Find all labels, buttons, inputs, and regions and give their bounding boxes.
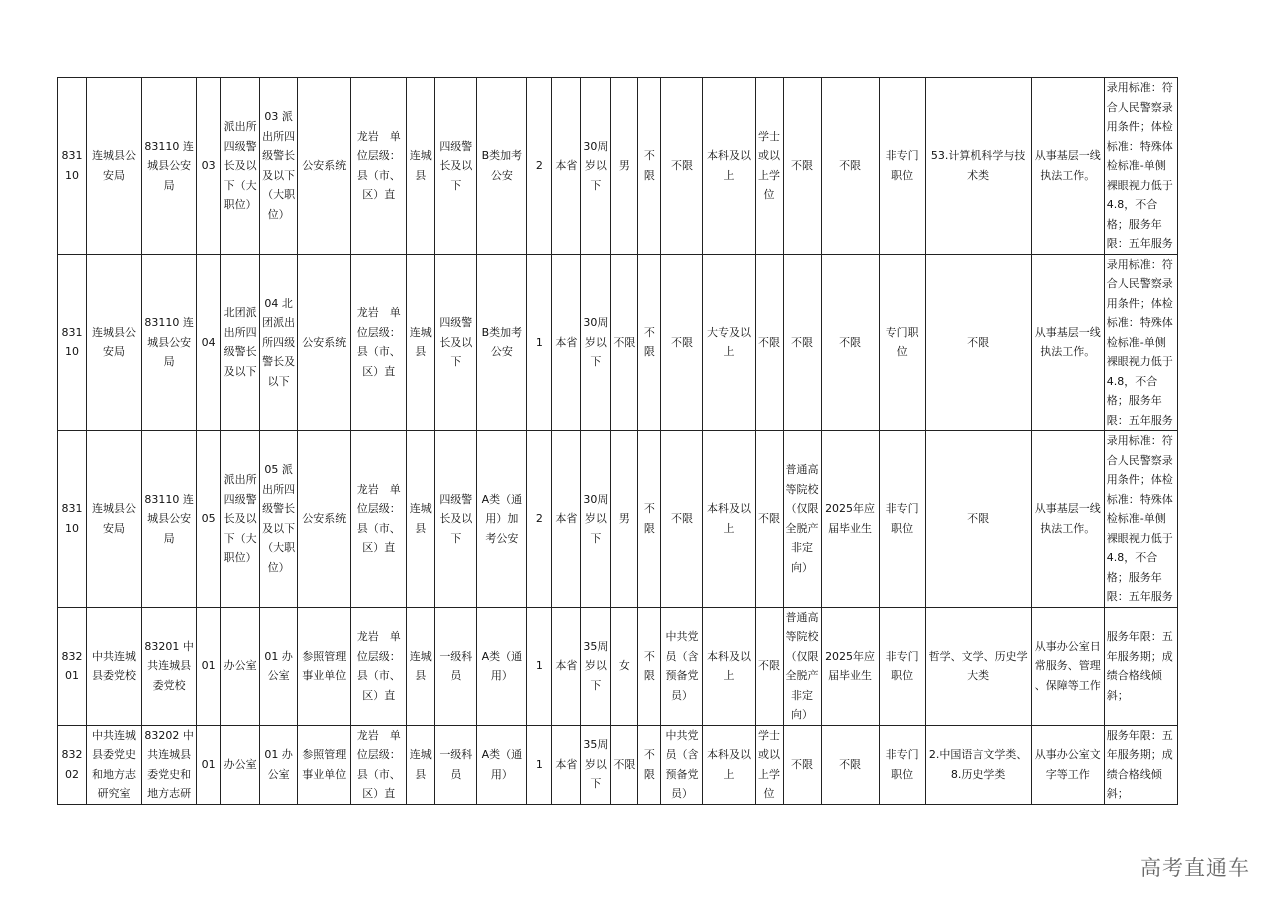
- post-code-cell: 03: [197, 78, 221, 255]
- post-full-name-cell: 05 派 出所四 级警长 及以下 （大职 位）: [260, 431, 298, 608]
- post-rank-cell: 四级警 长及以 下: [435, 254, 477, 431]
- remarks-cell: 录用标准：符 合人民警察录 用条件；体检 标准：特殊体 检标准-单侧 裸眼视力低于 4.8，不合 格；服务年 限：五年服务: [1104, 431, 1177, 608]
- political-status-cell: 不限: [661, 431, 703, 608]
- post-rank-cell: 一级科 员: [435, 607, 477, 725]
- age-limit-cell: 30周 岁以 下: [581, 254, 611, 431]
- post-category-cell: 参照管理 事业单位: [298, 725, 351, 804]
- remarks-cell: 服务年限：五 年服务期；成 绩合格线倾 斜；: [1104, 607, 1177, 725]
- post-code-cell: 01: [197, 725, 221, 804]
- degree-cell: 不限: [755, 254, 783, 431]
- post-nature-cell: 非专门 职位: [879, 725, 925, 804]
- post-full-name-cell: 04 北 团派出 所四级 警长及 以下: [260, 254, 298, 431]
- post-rank-cell: 一级科 员: [435, 725, 477, 804]
- major-cell: 53.计算机科学与技 术类: [925, 78, 1031, 255]
- gender-cell: 男: [611, 78, 638, 255]
- school-type-cell: 普通高 等院校 （仅限 全脱产 非定 向）: [783, 607, 821, 725]
- unit-name-cell: 连城县公 安局: [87, 78, 142, 255]
- education-cell: 本科及以 上: [703, 78, 755, 255]
- unit-name-cell: 中共连城 县委党校: [87, 607, 142, 725]
- age-limit-cell: 35周 岁以 下: [581, 725, 611, 804]
- unit-code-cell: 832 02: [58, 725, 87, 804]
- hire-count-cell: 2: [527, 431, 552, 608]
- gender-cell: 不限: [611, 254, 638, 431]
- post-name-cell: 派出所 四级警 长及以 下（大 职位）: [221, 78, 260, 255]
- household-scope-cell: 本省: [552, 431, 581, 608]
- post-rank-cell: 四级警 长及以 下: [435, 78, 477, 255]
- employer-cell: 83110 连 城县公安 局: [142, 78, 197, 255]
- unit-level-cell: 龙岩 单 位层级： 县（市、 区）直: [351, 254, 407, 431]
- major-cell: 不限: [925, 254, 1031, 431]
- work-location-cell: 连城 县: [407, 78, 435, 255]
- unit-level-cell: 龙岩 单 位层级： 县（市、 区）直: [351, 725, 407, 804]
- post-name-cell: 北团派 出所四 级警长 及以下: [221, 254, 260, 431]
- exam-type-cell: A类（通 用）加 考公安: [477, 431, 527, 608]
- exam-type-cell: B类加考 公安: [477, 254, 527, 431]
- political-status-cell: 不限: [661, 254, 703, 431]
- household-scope-cell: 本省: [552, 725, 581, 804]
- hire-count-cell: 1: [527, 725, 552, 804]
- table-row: [58, 725, 1178, 804]
- unit-code-cell: 831 10: [58, 78, 87, 255]
- job-description-cell: 从事办公室日 常服务、管理 、保障等工作: [1031, 607, 1104, 725]
- table-row: [58, 607, 1178, 725]
- post-category-cell: 公安系统: [298, 78, 351, 255]
- work-location-cell: 连城 县: [407, 254, 435, 431]
- school-type-cell: 不限: [783, 725, 821, 804]
- exam-type-cell: A类（通 用）: [477, 607, 527, 725]
- unit-code-cell: 831 10: [58, 254, 87, 431]
- job-description-cell: 从事办公室文 字等工作: [1031, 725, 1104, 804]
- exam-type-cell: B类加考 公安: [477, 78, 527, 255]
- post-name-cell: 派出所 四级警 长及以 下（大 职位）: [221, 431, 260, 608]
- unit-name-cell: 连城县公 安局: [87, 254, 142, 431]
- education-cell: 本科及以 上: [703, 607, 755, 725]
- candidate-source-cell: 不限: [821, 78, 879, 255]
- post-full-name-cell: 03 派 出所四 级警长 及以下 （大职 位）: [260, 78, 298, 255]
- household-scope-cell: 本省: [552, 78, 581, 255]
- post-category-cell: 公安系统: [298, 431, 351, 608]
- major-cell: 不限: [925, 431, 1031, 608]
- post-full-name-cell: 01 办 公室: [260, 607, 298, 725]
- school-type-cell: 普通高 等院校 （仅限 全脱产 非定 向）: [783, 431, 821, 608]
- gender-cell: 不限: [611, 725, 638, 804]
- post-name-cell: 办公室: [221, 725, 260, 804]
- age-limit-cell: 30周 岁以 下: [581, 431, 611, 608]
- major-cell: 2.中国语言文学类、 8.历史学类: [925, 725, 1031, 804]
- work-location-cell: 连城 县: [407, 607, 435, 725]
- hire-count-cell: 2: [527, 78, 552, 255]
- table-row: [58, 431, 1178, 608]
- remarks-cell: 服务年限：五 年服务期；成 绩合格线倾 斜；: [1104, 725, 1177, 804]
- school-type-cell: 不限: [783, 78, 821, 255]
- major-cell: 哲学、文学、历史学 大类: [925, 607, 1031, 725]
- work-location-cell: 连城 县: [407, 725, 435, 804]
- unit-level-cell: 龙岩 单 位层级： 县（市、 区）直: [351, 431, 407, 608]
- hire-count-cell: 1: [527, 607, 552, 725]
- employer-cell: 83201 中 共连城县 委党校: [142, 607, 197, 725]
- unit-code-cell: 831 10: [58, 431, 87, 608]
- unit-code-cell: 832 01: [58, 607, 87, 725]
- remarks-cell: 录用标准：符 合人民警察录 用条件；体检 标准：特殊体 检标准-单侧 裸眼视力低于 4.8，不合 格；服务年 限：五年服务: [1104, 78, 1177, 255]
- household-scope-cell: 本省: [552, 607, 581, 725]
- job-description-cell: 从事基层一线 执法工作。: [1031, 254, 1104, 431]
- post-nature-cell: 专门职 位: [879, 254, 925, 431]
- candidate-source-cell: 2025年应 届毕业生: [821, 607, 879, 725]
- post-code-cell: 04: [197, 254, 221, 431]
- watermark: 高考直通车: [1140, 856, 1250, 880]
- age-limit-cell: 35周 岁以 下: [581, 607, 611, 725]
- gender-cell: 女: [611, 607, 638, 725]
- employer-cell: 83202 中 共连城县 委党史和 地方志研: [142, 725, 197, 804]
- remarks-cell: 录用标准：符 合人民警察录 用条件；体检 标准：特殊体 检标准-单侧 裸眼视力低于 4.8，不合 格；服务年 限：五年服务: [1104, 254, 1177, 431]
- political-status-cell: 不限: [661, 78, 703, 255]
- post-name-cell: 办公室: [221, 607, 260, 725]
- post-full-name-cell: 01 办 公室: [260, 725, 298, 804]
- age-limit-cell: 30周 岁以 下: [581, 78, 611, 255]
- ethnicity-cell: 不 限: [638, 607, 661, 725]
- job-description-cell: 从事基层一线 执法工作。: [1031, 78, 1104, 255]
- education-cell: 大专及以 上: [703, 254, 755, 431]
- hire-count-cell: 1: [527, 254, 552, 431]
- work-location-cell: 连城 县: [407, 431, 435, 608]
- gender-cell: 男: [611, 431, 638, 608]
- political-status-cell: 中共党 员（含 预备党 员）: [661, 607, 703, 725]
- recruitment-table: [57, 77, 1178, 805]
- unit-level-cell: 龙岩 单 位层级： 县（市、 区）直: [351, 78, 407, 255]
- ethnicity-cell: 不 限: [638, 431, 661, 608]
- ethnicity-cell: 不 限: [638, 725, 661, 804]
- post-nature-cell: 非专门 职位: [879, 431, 925, 608]
- post-nature-cell: 非专门 职位: [879, 607, 925, 725]
- candidate-source-cell: 不限: [821, 725, 879, 804]
- post-nature-cell: 非专门 职位: [879, 78, 925, 255]
- post-category-cell: 公安系统: [298, 254, 351, 431]
- school-type-cell: 不限: [783, 254, 821, 431]
- unit-name-cell: 连城县公 安局: [87, 431, 142, 608]
- degree-cell: 学士 或以 上学 位: [755, 78, 783, 255]
- table-body: [58, 78, 1178, 805]
- unit-level-cell: 龙岩 单 位层级： 县（市、 区）直: [351, 607, 407, 725]
- household-scope-cell: 本省: [552, 254, 581, 431]
- post-code-cell: 01: [197, 607, 221, 725]
- candidate-source-cell: 2025年应 届毕业生: [821, 431, 879, 608]
- education-cell: 本科及以 上: [703, 725, 755, 804]
- education-cell: 本科及以 上: [703, 431, 755, 608]
- political-status-cell: 中共党 员（含 预备党 员）: [661, 725, 703, 804]
- unit-name-cell: 中共连城 县委党史 和地方志 研究室: [87, 725, 142, 804]
- employer-cell: 83110 连 城县公安 局: [142, 254, 197, 431]
- post-rank-cell: 四级警 长及以 下: [435, 431, 477, 608]
- ethnicity-cell: 不 限: [638, 254, 661, 431]
- degree-cell: 学士 或以 上学 位: [755, 725, 783, 804]
- table-row: [58, 78, 1178, 255]
- exam-type-cell: A类（通 用）: [477, 725, 527, 804]
- degree-cell: 不限: [755, 431, 783, 608]
- employer-cell: 83110 连 城县公安 局: [142, 431, 197, 608]
- degree-cell: 不限: [755, 607, 783, 725]
- candidate-source-cell: 不限: [821, 254, 879, 431]
- table-row: [58, 254, 1178, 431]
- job-description-cell: 从事基层一线 执法工作。: [1031, 431, 1104, 608]
- post-code-cell: 05: [197, 431, 221, 608]
- ethnicity-cell: 不 限: [638, 78, 661, 255]
- post-category-cell: 参照管理 事业单位: [298, 607, 351, 725]
